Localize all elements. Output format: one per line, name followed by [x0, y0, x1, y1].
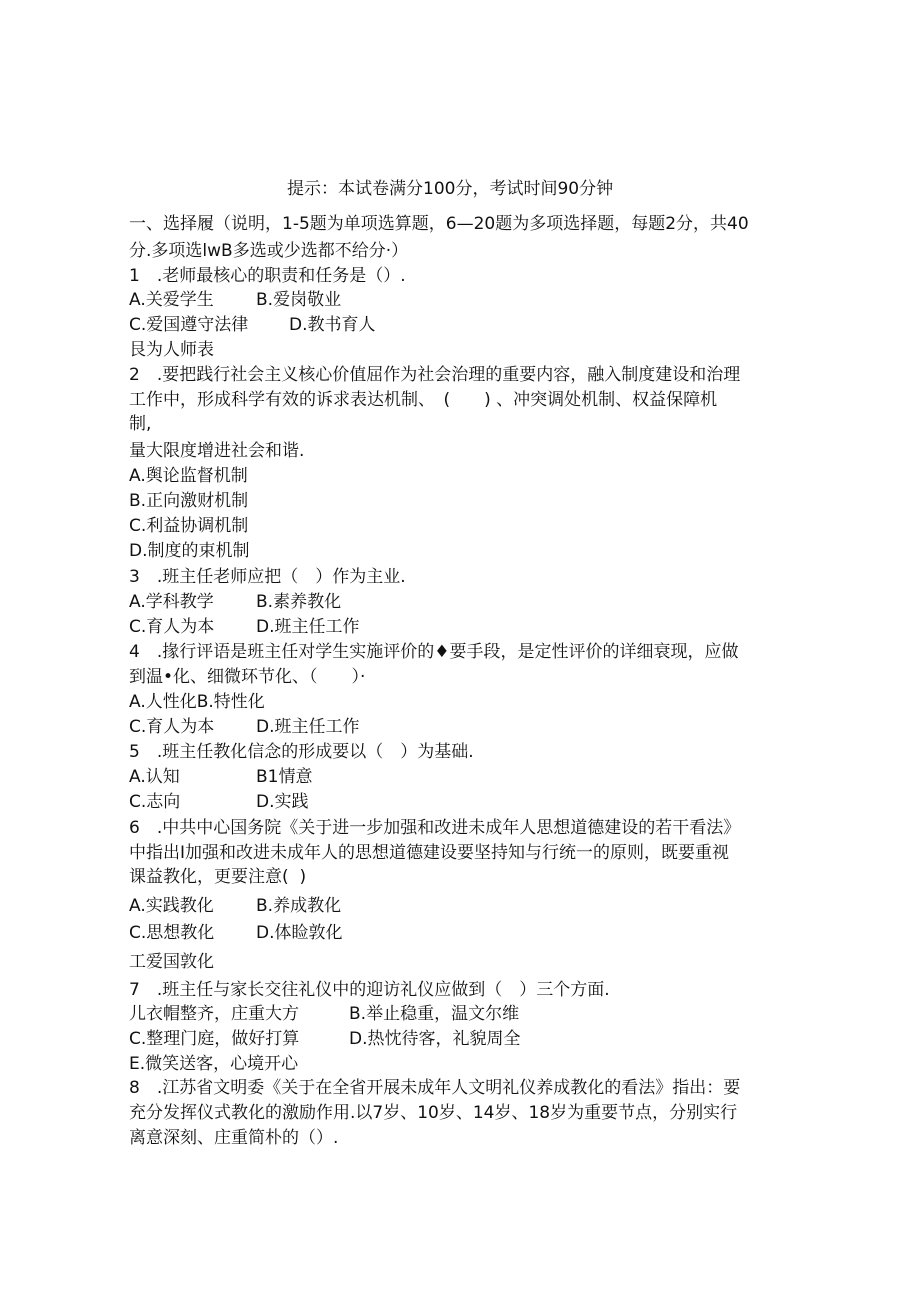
- q6-stem-line-2: 中指出I加强和改进未成年人的思想道德建设要坚持知与行统一的原则，既要重视: [129, 843, 730, 863]
- q4-option-c: C.育人为本: [129, 717, 215, 737]
- q1-stem: 1 .老师最核心的职责和任务是（）.: [129, 266, 406, 286]
- q7-option-b: B.举止稳重，温文尔维: [349, 1004, 520, 1024]
- q3-option-b: B.素养教化: [256, 592, 342, 612]
- q6-stem-line-3: 课益教化，更要注意( ): [129, 867, 307, 887]
- q4-stem-line-2: 到温•化、细微环节化、（ ）·: [129, 667, 366, 687]
- q3-option-a: A.学科教学: [129, 592, 214, 612]
- q4-option-ab: A.人性化B.特性化: [129, 692, 265, 712]
- q7-option-e: E.微笑送客，心境开心: [129, 1054, 299, 1074]
- q2-option-c: C.利益协调机制: [129, 516, 249, 536]
- q7-stem: 7 .班主任与家长交往礼仪中的迎访礼仪应做到（ ）三个方面.: [129, 980, 610, 1000]
- q2-stem-line-2: 工作中，形成科学有效的诉求表达机制、 ( ) 、冲突调处机制、权益保障机: [129, 390, 718, 410]
- q2-option-a: A.舆论监督机制: [129, 466, 248, 486]
- q1-option-e: 艮为人师表: [129, 340, 214, 360]
- q2-stem-line-1: 2 .要把践行社会主义核心价值屈作为社会治理的重要内容，融入制度建设和治理: [129, 365, 741, 385]
- q8-stem-line-2: 充分发挥仪式教化的激励作用.以7岁、10岁、14岁、18岁为重要节点，分别实行: [129, 1103, 738, 1123]
- q3-option-d: D.班主任工作: [256, 617, 360, 637]
- q1-option-d: D.教书育人: [289, 315, 376, 335]
- q6-option-e: 工爱国敦化: [129, 952, 214, 972]
- q6-option-a: A.实践教化: [129, 896, 214, 916]
- section-instruction-line-1: 一、选择履（说明，1-5题为单项选算题，6—20题为多项选择题，每题2分，共40: [129, 214, 749, 234]
- exam-hint: 提示：本试卷满分100分，考试时间90分钟: [287, 179, 614, 199]
- q5-option-c: C.志向: [129, 792, 181, 812]
- section-instruction-line-2: 分.多项选lwB多选或少选都不给分·）: [129, 241, 409, 261]
- q3-option-c: C.育人为本: [129, 617, 215, 637]
- q6-option-b: B.养成教化: [256, 896, 342, 916]
- q3-stem: 3 .班主任老师应把（ ）作为主业.: [129, 567, 406, 587]
- q2-stem-line-4: 量大限度增进社会和谐.: [129, 441, 305, 461]
- q2-option-d: D.制度的束机制: [129, 541, 250, 561]
- q4-option-d: D.班主任工作: [256, 717, 360, 737]
- q2-option-b: B.正向激财机制: [129, 491, 249, 511]
- q6-stem-line-1: 6 .中共中心国务院《关于进一步加强和改进未成年人思想道德建设的若干看法》: [129, 818, 741, 838]
- q7-option-d: D.热忱待客，礼貌周全: [349, 1029, 521, 1049]
- q1-option-b: B.爱岗敬业: [256, 290, 342, 310]
- q7-option-c: C.整理门庭，做好打算: [129, 1029, 300, 1049]
- q5-option-b: B1情意: [256, 767, 313, 787]
- q4-stem-line-1: 4 .掾行评语是班主任对学生实施评价的♦要手段，是定性评价的详细衰现，应做: [129, 642, 739, 662]
- q6-option-c: C.思想教化: [129, 923, 215, 943]
- q5-option-a: A.认知: [129, 767, 180, 787]
- q7-option-a: 儿衣帽整齐，庄重大方: [129, 1004, 299, 1024]
- q2-stem-line-3: 制,: [129, 414, 152, 434]
- q1-option-c: C.爱国遵守法律: [129, 315, 249, 335]
- q6-option-d: D.体睑敦化: [256, 923, 343, 943]
- q5-stem: 5 .班主任教化信念的形成要以（ ）为基础.: [129, 742, 474, 762]
- q8-stem-line-1: 8 .江苏省文明委《关于在全省开展未成年人文明礼仪养成教化的看法》指出：要: [129, 1078, 741, 1098]
- q8-stem-line-3: 离意深刻、庄重简朴的（）.: [129, 1128, 339, 1148]
- q1-option-a: A.关爱学生: [129, 290, 214, 310]
- q5-option-d: D.实践: [256, 792, 309, 812]
